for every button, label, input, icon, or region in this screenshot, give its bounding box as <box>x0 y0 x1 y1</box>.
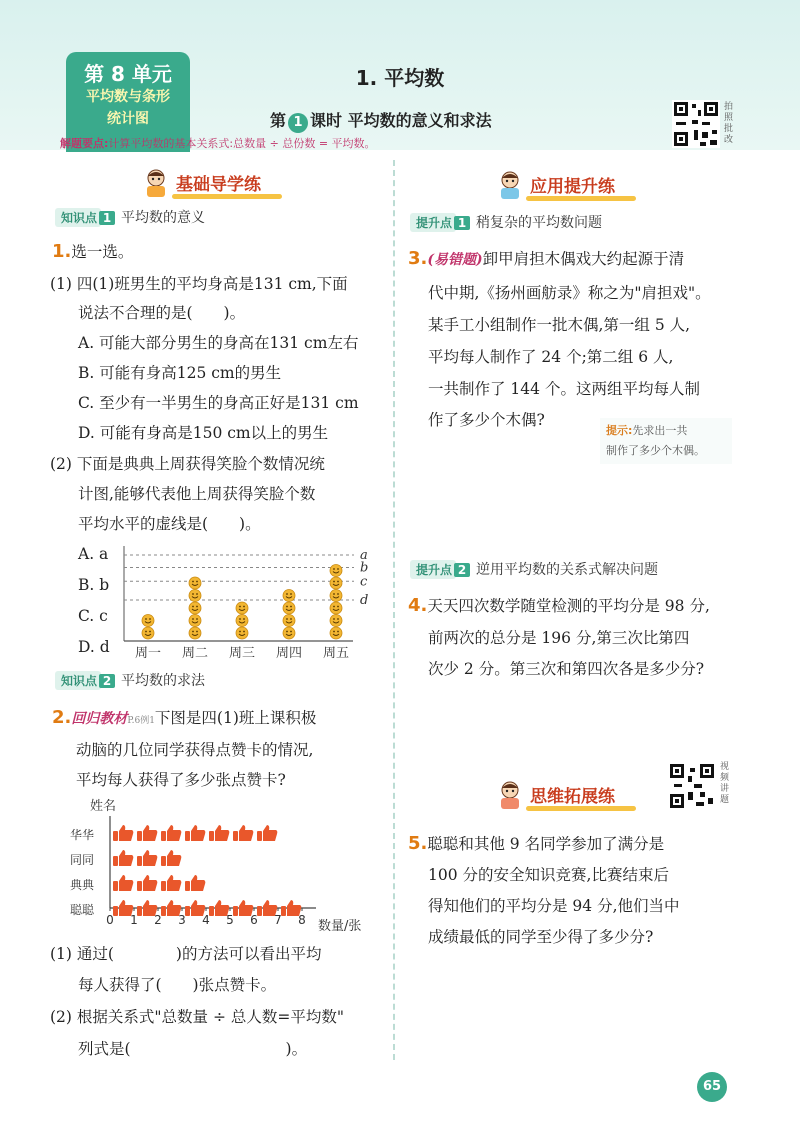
smiley-chart-day-label: 周一 <box>134 646 162 661</box>
lesson-number: 1 <box>288 113 308 133</box>
q3-line6: 作了多少个木偶? <box>428 411 545 429</box>
mascot-icon <box>496 170 524 200</box>
q1-part1-line2: 说法不合理的是( )。 <box>78 304 246 322</box>
thumb-chart <box>62 798 372 938</box>
q1-option-b: B. 可能有身高125 cm的男生 <box>78 364 282 382</box>
smiley-icon <box>330 615 342 627</box>
thumb-chart-name-label: 华华 <box>70 828 95 842</box>
tips-text: 计算平均数的基本关系式:总数量 ÷ 总份数 = 平均数。 <box>108 137 376 150</box>
smiley-icon <box>142 627 154 639</box>
dashed-line-label-b: b <box>360 560 369 576</box>
thumb-chart-tick-label: 3 <box>178 913 186 927</box>
thumbs-up-icon <box>161 825 181 841</box>
q1-option2-b: B. b <box>78 576 110 594</box>
q5-line3: 得知他们的平均分是 94 分,他们当中 <box>428 897 680 915</box>
q1-part2-line1: (2) 下面是典典上周获得笑脸个数情况统 <box>50 455 325 473</box>
q1-option-a: A. 可能大部分男生的身高在131 cm左右 <box>78 334 359 352</box>
q1-number: 1. <box>52 241 72 262</box>
thumbs-up-icon <box>137 825 157 841</box>
q5-line1 <box>408 832 664 854</box>
smiley-chart-day-label: 周二 <box>181 646 209 661</box>
q1-option2-c: C. c <box>78 607 108 625</box>
q1-part1-line1: (1) 四(1)班男生的平均身高是131 cm,下面 <box>50 275 348 293</box>
smiley-icon <box>189 577 201 589</box>
q2-part1-line2: 每人获得了( )张点赞卡。 <box>78 976 277 994</box>
section-title-basic: 基础导学练 <box>176 175 261 195</box>
q2-part1-line1: (1) 通过( )的方法可以看出平均 <box>50 945 322 963</box>
mascot-icon <box>496 780 524 810</box>
thumbs-up-icon <box>185 875 205 891</box>
unit-subtitle: 平均数与条形 统计图 <box>86 89 170 127</box>
thumb-chart-tick-label: 0 <box>106 913 114 927</box>
thumb-chart-name-label: 典典 <box>70 878 95 892</box>
thumbs-up-icon <box>137 875 157 891</box>
thumb-chart-ylabel: 姓名 <box>90 799 117 814</box>
dashed-line-label-c: c <box>360 574 368 590</box>
thumb-chart-tick-label: 8 <box>298 913 306 927</box>
q2-text-1: 下图是四(1)班上课积极 <box>154 709 317 727</box>
hint-line1: 先求出一共 <box>632 424 688 437</box>
q3-number: 3. <box>408 248 428 269</box>
q4-text-1: 天天四次数学随堂检测的平均分是 98 分, <box>427 597 710 615</box>
kp-num: 1 <box>99 211 115 225</box>
section-heading-basic <box>142 168 312 198</box>
improve-point-1 <box>410 212 602 234</box>
q1-title: 选一选。 <box>71 243 134 261</box>
smiley-icon <box>189 590 201 602</box>
q2-part2-line2: 列式是( )。 <box>78 1040 308 1058</box>
q2-line2: 动脑的几位同学获得点赞卡的情况, <box>76 741 314 759</box>
smiley-icon <box>189 602 201 614</box>
smiley-icon <box>330 565 342 577</box>
q3-line3: 某手工小组制作一批木偶,第一组 5 人, <box>428 316 691 334</box>
q3-line1 <box>408 247 684 269</box>
section-title-extend: 思维拓展练 <box>530 787 615 807</box>
q2-line1 <box>52 706 316 728</box>
kp-text: 稍复杂的平均数问题 <box>476 215 603 231</box>
smiley-icon <box>189 615 201 627</box>
thumbs-up-icon <box>257 825 277 841</box>
thumbs-up-icon <box>113 875 133 891</box>
thumb-chart-tick-label: 6 <box>250 913 258 927</box>
smiley-icon <box>283 615 295 627</box>
kp-text: 逆用平均数的关系式解决问题 <box>476 562 659 578</box>
q2-number: 2. <box>52 707 72 728</box>
thumbs-up-icon <box>209 825 229 841</box>
q2-tag-ref: P.6例1 <box>127 716 155 726</box>
q1-option2-a: A. a <box>78 545 109 563</box>
thumbs-up-icon <box>161 850 181 866</box>
qr-label: 拍照批改 <box>724 102 734 145</box>
thumbs-up-icon <box>185 825 205 841</box>
thumbs-up-icon <box>161 875 181 891</box>
kp-tag: 知识点 <box>55 671 101 690</box>
knowledge-point-2 <box>55 670 205 692</box>
q4-number: 4. <box>408 595 428 616</box>
thumbs-up-icon <box>113 825 133 841</box>
smiley-chart <box>118 540 380 664</box>
thumb-chart-tick-label: 1 <box>130 913 138 927</box>
q3-text-1: 卸甲肩担木偶戏大约起源于清 <box>482 250 685 268</box>
smiley-icon <box>189 627 201 639</box>
q1-part2-line2: 计图,能够代表他上周获得笑脸个数 <box>78 485 316 503</box>
smiley-icon <box>236 615 248 627</box>
q4-line1 <box>408 594 710 616</box>
thumb-chart-tick-label: 2 <box>154 913 162 927</box>
section-heading-extend <box>496 780 666 810</box>
kp-tag: 知识点 <box>55 208 101 227</box>
smiley-chart-day-label: 周三 <box>228 646 256 661</box>
kp-tag: 提升点 <box>410 560 456 579</box>
thumb-chart-name-label: 聪聪 <box>70 903 95 917</box>
lesson-prefix: 第 <box>270 111 287 130</box>
kp-num: 2 <box>454 563 470 577</box>
q1-option-c: C. 至少有一半男生的身高正好是131 cm <box>78 394 359 412</box>
column-divider <box>393 160 395 1060</box>
lesson-title-text: 课时 平均数的意义和求法 <box>310 111 492 130</box>
kp-text: 平均数的意义 <box>121 210 206 226</box>
smiley-chart-day-label: 周四 <box>275 646 303 661</box>
hint-box <box>600 418 732 464</box>
kp-tag: 提升点 <box>410 213 456 232</box>
mascot-icon <box>142 168 170 198</box>
smiley-icon <box>236 627 248 639</box>
q1-part2-line3: 平均水平的虚线是( )。 <box>78 515 261 533</box>
smiley-icon <box>330 627 342 639</box>
tips-label: 解题要点: <box>60 137 109 150</box>
thumb-chart-tick-label: 7 <box>274 913 282 927</box>
improve-point-2 <box>410 559 658 581</box>
q2-line3: 平均每人获得了多少张点赞卡? <box>76 771 286 789</box>
section-title-apply: 应用提升练 <box>530 177 615 197</box>
smiley-icon <box>142 615 154 627</box>
video-qr-code-icon[interactable] <box>668 762 716 810</box>
dashed-line-label-a: a <box>360 548 368 563</box>
smiley-icon <box>283 602 295 614</box>
qr2-label: 视频讲题 <box>720 762 730 805</box>
thumb-chart-tick-label: 5 <box>226 913 234 927</box>
q3-line4: 平均每人制作了 24 个;第二组 6 人, <box>428 348 674 366</box>
thumb-chart-tick-label: 4 <box>202 913 210 927</box>
q5-number: 5. <box>408 833 428 854</box>
smiley-chart-day-label: 周五 <box>322 646 350 661</box>
smiley-icon <box>283 627 295 639</box>
section-heading-apply <box>496 170 666 200</box>
lesson-title <box>270 108 570 133</box>
smiley-icon <box>283 590 295 602</box>
kp-num: 1 <box>454 216 470 230</box>
smiley-icon <box>330 590 342 602</box>
q2-part2-line1: (2) 根据关系式"总数量 ÷ 总人数=平均数" <box>50 1008 344 1026</box>
chapter-title: 1. 平均数 <box>355 66 445 90</box>
q2-tag: 回归教材 <box>71 711 128 727</box>
q5-text-1: 聪聪和其他 9 名同学参加了满分是 <box>427 835 665 853</box>
smiley-icon <box>330 577 342 589</box>
q3-line2: 代中期,《扬州画舫录》称之为"肩担戏"。 <box>428 284 711 302</box>
kp-text: 平均数的求法 <box>121 673 206 689</box>
q5-line2: 100 分的安全知识竞赛,比赛结束后 <box>428 866 669 884</box>
thumbs-up-icon <box>137 850 157 866</box>
thumbs-up-icon <box>113 850 133 866</box>
thumbs-up-icon <box>233 825 253 841</box>
tips-line <box>60 135 780 151</box>
q4-line2: 前两次的总分是 196 分,第三次比第四 <box>428 629 690 647</box>
thumb-chart-xlabel: 数量/张 <box>318 919 362 934</box>
unit-title: 第 8 单元 <box>84 62 172 86</box>
q3-tag: (易错题) <box>427 252 483 268</box>
q1-option2-d: D. d <box>78 638 110 656</box>
page-number: 65 <box>697 1072 727 1102</box>
q1-option-d: D. 可能有身高是150 cm以上的男生 <box>78 424 329 442</box>
q4-line3: 次少 2 分。第三次和第四次各是多少分? <box>428 660 705 678</box>
dashed-line-label-d: d <box>360 593 369 608</box>
thumb-chart-name-label: 同同 <box>70 853 95 867</box>
q1-heading <box>52 240 133 262</box>
smiley-icon <box>236 602 248 614</box>
hint-label: 提示: <box>606 424 633 437</box>
q3-line5: 一共制作了 144 个。这两组平均每人制 <box>428 380 700 398</box>
q5-line4: 成绩最低的同学至少得了多少分? <box>428 928 654 946</box>
hint-line2: 制作了多少个木偶。 <box>606 444 705 457</box>
smiley-icon <box>330 602 342 614</box>
kp-num: 2 <box>99 674 115 688</box>
knowledge-point-1 <box>55 207 205 229</box>
